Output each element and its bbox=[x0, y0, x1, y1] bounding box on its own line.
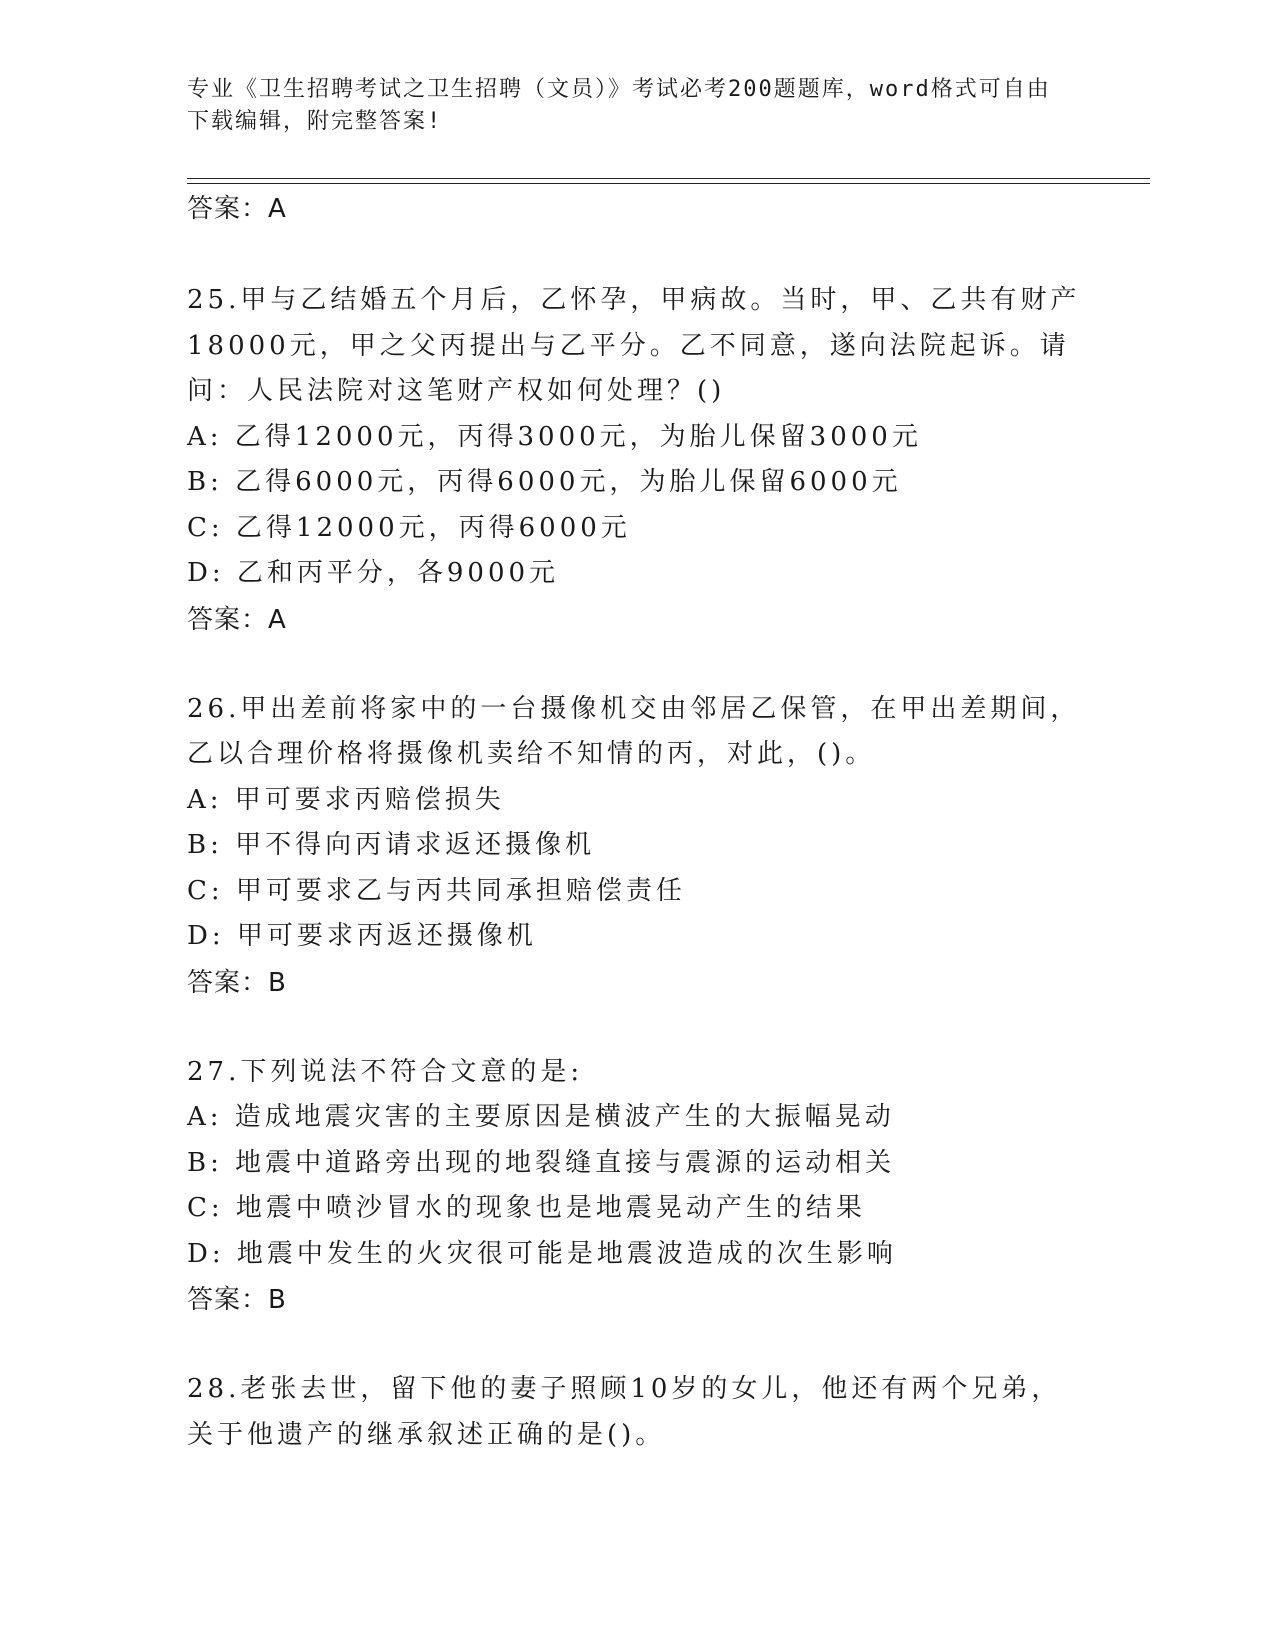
previous-answer: 答案：A bbox=[187, 194, 287, 224]
option-a: A: 乙得12000元，丙得3000元，为胎儿保留3000元 bbox=[187, 421, 922, 452]
question-26 bbox=[187, 687, 1087, 1006]
option-b: B: 地震中道路旁出现的地裂缝直接与震源的运动相关 bbox=[187, 1147, 896, 1178]
option-d: D: 甲可要求丙返还摄像机 bbox=[187, 921, 537, 951]
option-b: B: 甲不得向丙请求返还摄像机 bbox=[187, 830, 596, 860]
header-rule-top bbox=[187, 178, 1150, 179]
option-a: A: 甲可要求丙赔偿损失 bbox=[187, 784, 505, 815]
answer: 答案：A bbox=[187, 604, 287, 635]
option-a: A: 造成地震灾害的主要原因是横波产生的大振幅晃动 bbox=[187, 1102, 895, 1132]
answer: 答案：B bbox=[187, 967, 287, 998]
question-text: 26.甲出差前将家中的一台摄像机交由邻居乙保管，在甲出差期间，乙以合理价格将摄像机卖给不知情的丙，对此，()。 bbox=[187, 693, 1081, 769]
header-text: 专业《卫生招聘考试之卫生招聘（文员）》考试必考200题题库，word格式可自由下载编辑，附完整答案! bbox=[187, 77, 1051, 134]
question-25 bbox=[187, 278, 1087, 643]
option-c: C: 乙得12000元，丙得6000元 bbox=[187, 512, 631, 543]
option-d: D: 地震中发生的火灾很可能是地震波造成的次生影响 bbox=[187, 1238, 897, 1269]
header-rule-bottom bbox=[187, 183, 1150, 184]
answer: 答案：B bbox=[187, 1285, 287, 1315]
option-b: B: 乙得6000元，丙得6000元，为胎儿保留6000元 bbox=[187, 467, 902, 497]
option-c: C: 甲可要求乙与丙共同承担赔偿责任 bbox=[187, 875, 686, 906]
question-text: 27.下列说法不符合文意的是: bbox=[187, 1056, 584, 1087]
option-c: C: 地震中喷沙冒水的现象也是地震晃动产生的结果 bbox=[187, 1193, 866, 1223]
question-text: 28.老张去世，留下他的妻子照顾10岁的女儿，他还有两个兄弟，关于他遗产的继承叙述正确的是()。 bbox=[187, 1374, 1062, 1450]
question-text: 25.甲与乙结婚五个月后，乙怀孕，甲病故。当时，甲、乙共有财产18000元，甲之父丙提出与乙平分。乙不同意，遂向法院起诉。请问：人民法院对这笔财产权如何处理？() bbox=[187, 285, 1081, 406]
question-list bbox=[187, 186, 1087, 1458]
document-header bbox=[187, 74, 1067, 138]
question-28 bbox=[187, 1367, 1087, 1458]
option-d: D: 乙和丙平分，各9000元 bbox=[187, 558, 560, 588]
question-27 bbox=[187, 1050, 1087, 1324]
